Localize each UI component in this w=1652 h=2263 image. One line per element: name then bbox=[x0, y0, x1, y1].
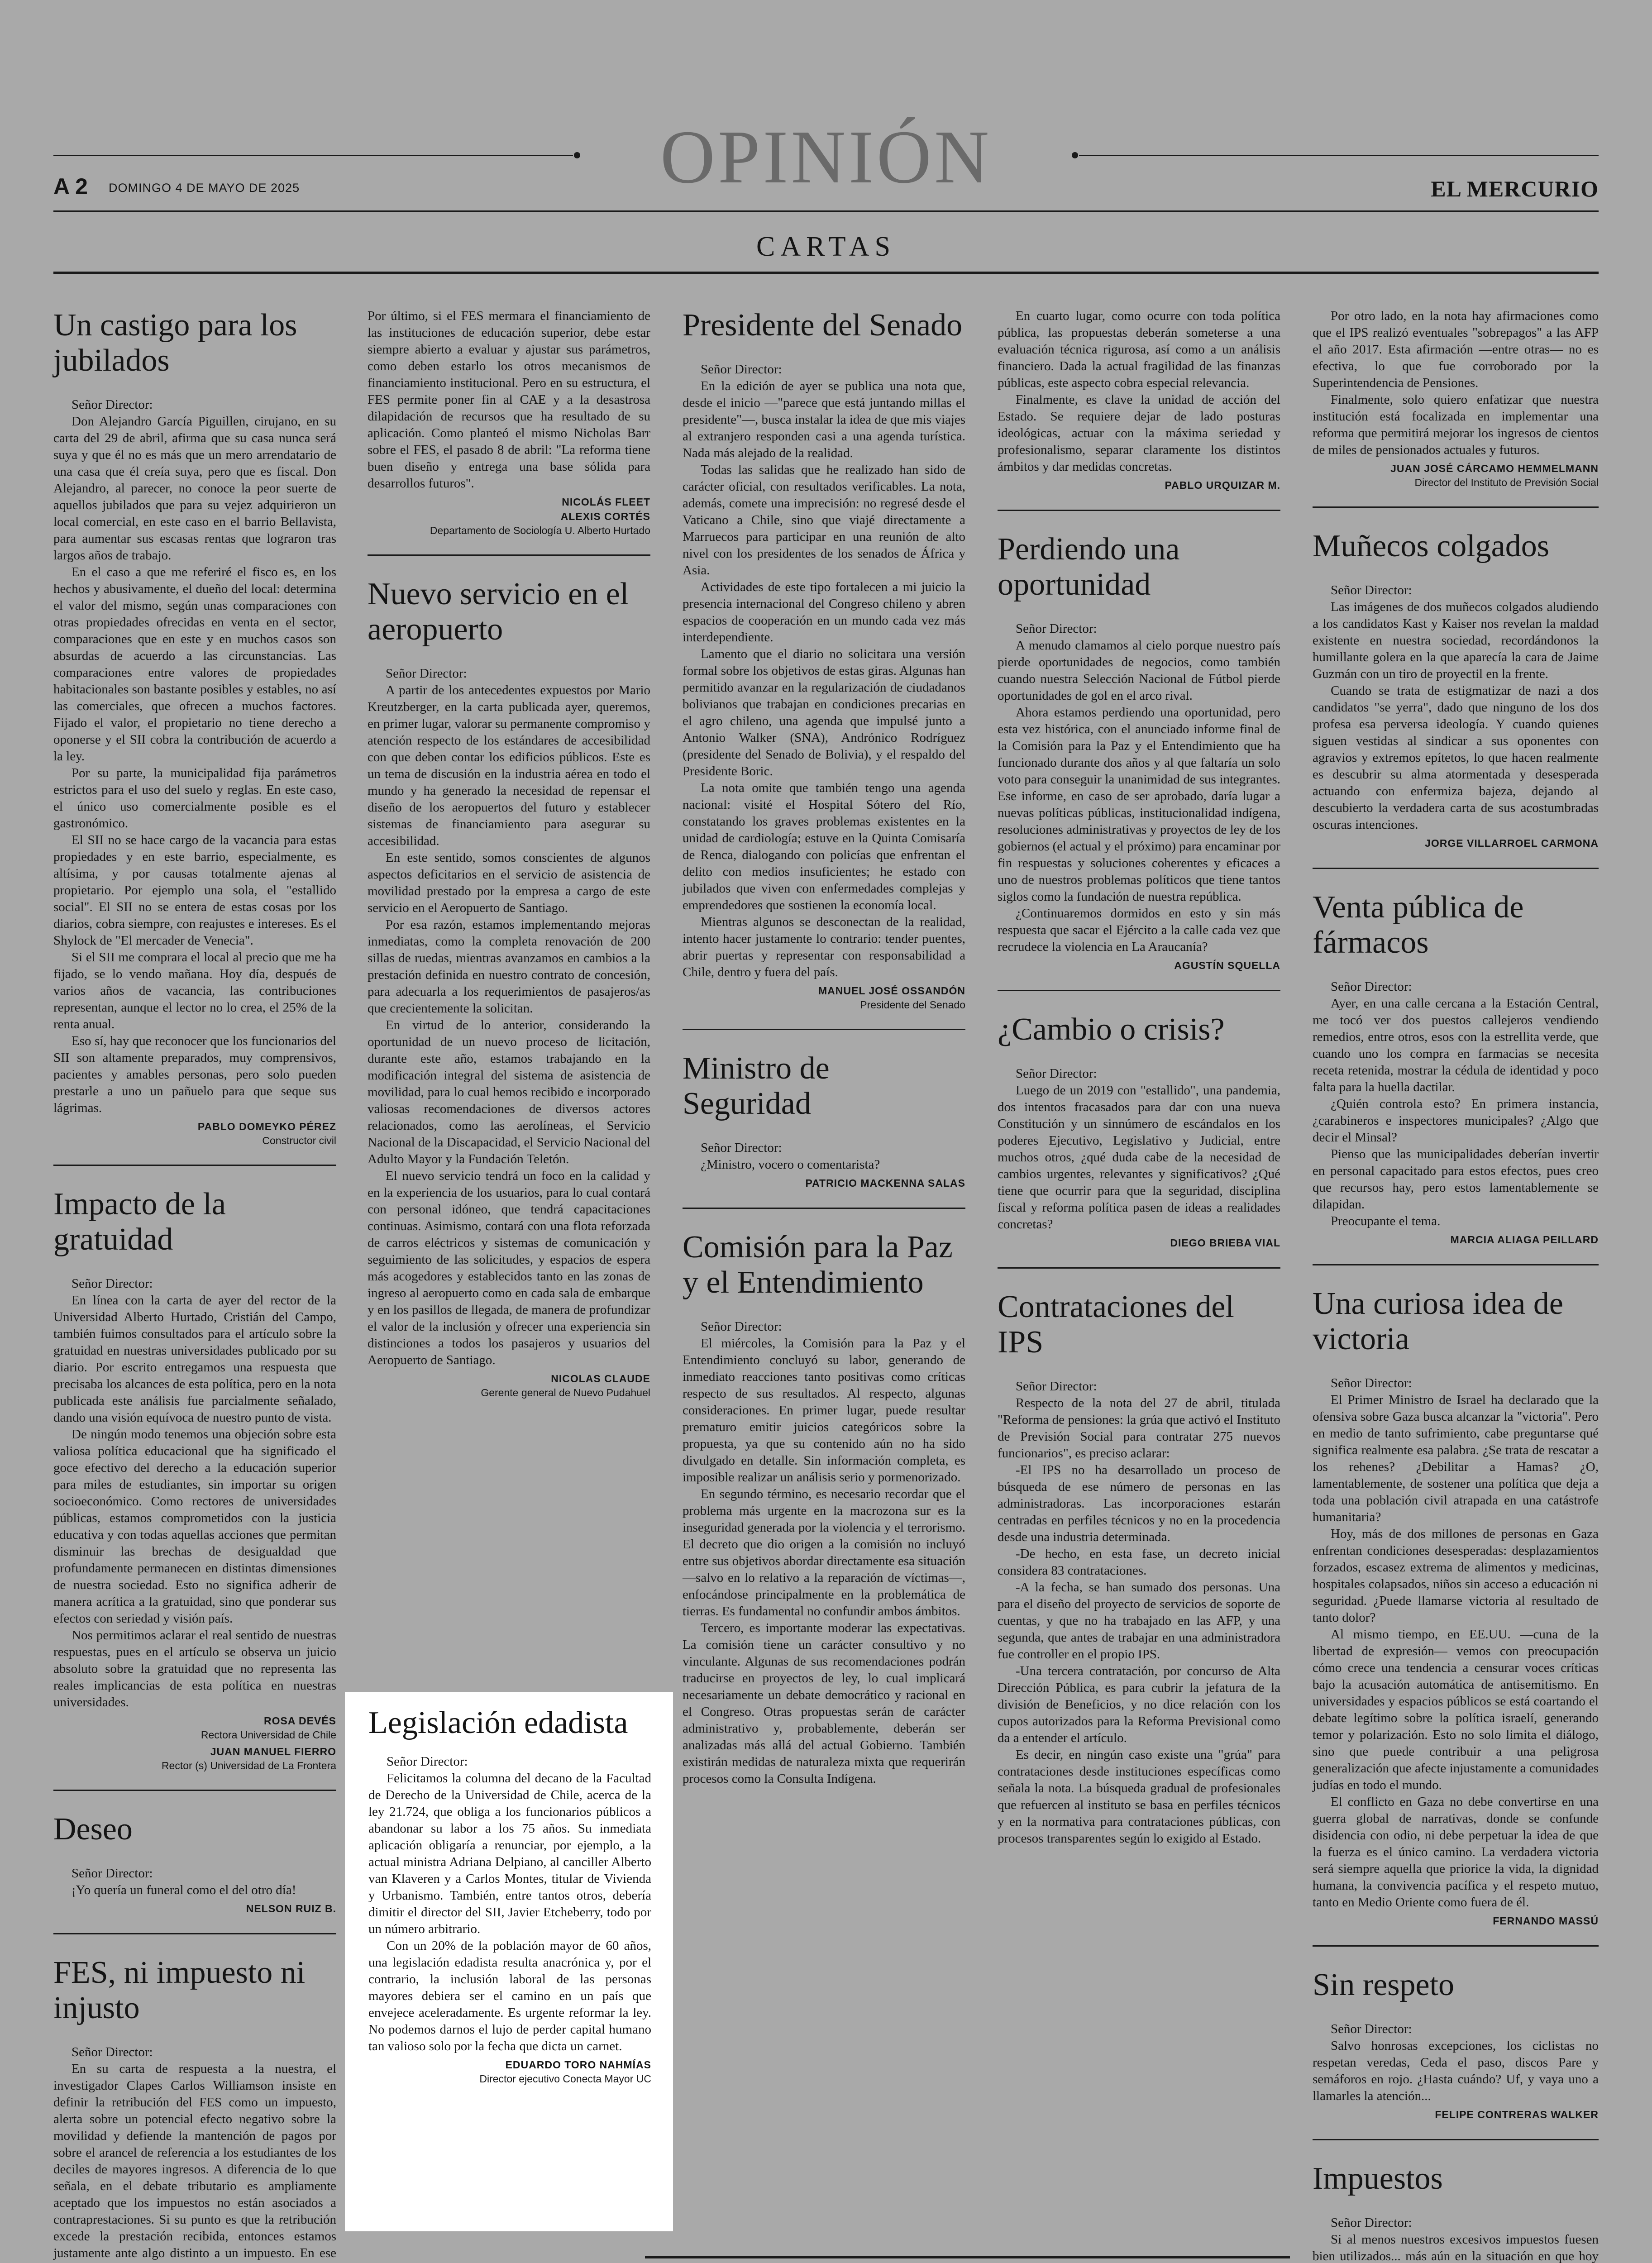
signature-name: JUAN MANUEL FIERRO bbox=[210, 1746, 336, 1757]
newspaper-name: EL MERCURIO bbox=[1431, 176, 1599, 201]
letter-paz bbox=[683, 1230, 965, 1787]
letter-impuestos bbox=[1313, 2161, 1599, 2263]
masthead-ornament-left bbox=[574, 152, 580, 158]
paragraph: En el caso a que me referiré el fisco es, en los hechos y abusivamente, el dueño del local: determina el valor del mismo, según unas comparaciones con otras propiedades ofrecidas en venta en el sector, comparaciones que en este y en muchos casos son absurdas de acuerdo a las circunstancias. Las comparaciones entre valores de propiedades habitacionales son bastante posibles y estables, no así las comerciales, que ofrecen a muchos factores. Fijado el valor, el propietario no tiene derecho a oponerse y el SII cobra la contribución de acuerdo a la ley. bbox=[53, 565, 336, 764]
paragraph: En este sentido, somos conscientes de algunos aspectos deficitarios en el servicio de asistencia de movilidad prestado por la empresa a cargo de este servicio en el Aeropuerto de Santiago. bbox=[368, 850, 650, 915]
paragraph: Don Alejandro García Piguillen, cirujano, en su carta del 29 de abril, afirma que su casa nunca será suya y que él no es más que un mero arrendatario de una casa que él creía suya, pero que es fiscal. Don Alejandro, al parecer, no conoce la peor suerte de aquellos jubilados que para su vejez adquirieron un local comercial, en este caso en el barrio Bellavista, para aumentar sus escasas rentas que lograron tras largos años de trabajo. bbox=[53, 414, 336, 563]
signature-name: AGUSTÍN SQUELLA bbox=[1174, 960, 1280, 971]
subsection-rule bbox=[53, 272, 1599, 274]
salutation: Señor Director: bbox=[1016, 621, 1097, 636]
letter-seguridad bbox=[683, 1051, 965, 1190]
signature-name: PABLO URQUIZAR M. bbox=[1165, 479, 1280, 491]
paragraph: De ningún modo tenemos una objeción sobre esta valiosa política educacional que ha significado el goce efectivo del derecho a la educación superior para miles de estudiantes, sin importar su origen socioeconómico. Como rectores de universidades públicas, estamos comprometidos con la justicia educativa y con todas aquellas acciones que permitan disminuir las brechas de desigualdad que profundamente permanecen en distintas dimensiones de nuestra sociedad. Esto no significa adherir de manera acrítica a la gratuidad, sino que ponderar sus efectos con seriedad y visión país. bbox=[53, 1427, 336, 1626]
paragraph: Tercero, es importante moderar las expectativas. La comisión tiene un carácter consultivo y no vinculante. Algunas de sus recomendaciones podrán traducirse en proyectos de ley, lo cual implicará necesariamente un debate democrático y racional en el Congreso. Otras propuestas serán de carácter administrativo y, probablemente, deberán ser analizadas más allá del actual Gobierno. También existirán medidas de naturaleza mixta que requerirán procesos como la Consulta Indígena. bbox=[683, 1621, 965, 1786]
paragraph: En su carta de respuesta a la nuestra, el investigador Clapes Carlos Williamson insiste en definir la retribución del FES como un impuesto, alerta sobre un potencial efecto negativo sobre la movilidad y defiende la mantención de pagos por sobre el arancel de referencia a los estudiantes de los deciles de mayores ingresos. A diferencia de lo que señala, en el debate tributario es ampliamente aceptado que los impuestos no están asociados a contraprestaciones. Si su punto es que la retribución excede la prestación recibida, entonces estamos justamente ante algo distinto a un impuesto. En ese bbox=[53, 2062, 336, 2260]
signature-name: MANUEL JOSÉ OSSANDÓN bbox=[818, 985, 965, 997]
letter-oportunidad bbox=[998, 532, 1280, 973]
paragraph: En línea con la carta de ayer del rector de la Universidad Alberto Hurtado, Cristián del Campo, también fuimos consultados para el artículo sobre la gratuidad en nuestras universidades publicado por su diario. Por escrito entregamos una respuesta que precisaba los alcances de esta política, pero en la nota publicada este análisis fue parcialmente señalado, dando una visión equívoca de nuestro punto de vista. bbox=[53, 1293, 336, 1425]
signature-name: PATRICIO MACKENNA SALAS bbox=[805, 1177, 965, 1189]
letter-deseo bbox=[53, 1812, 336, 1916]
separator bbox=[998, 510, 1280, 511]
paragraph: Hoy, más de dos millones de personas en Gaza enfrentan condiciones desesperadas: desplazamientos forzados, escasez extrema de alimentos y medicinas, hospitales colapsados, niños sin acceso a educación ni seguridad. ¿Puede llamarse victoria al resultado de tanto dolor? bbox=[1313, 1527, 1599, 1625]
separator bbox=[1313, 1945, 1599, 1947]
paragraph: En la edición de ayer se publica una nota que, desde el inicio —"parece que está juntando millas el presidente"—, busca instalar la idea de que mis viajes al extranjero responden casi a una agenda turística. Nada más alejado de la realidad. bbox=[683, 379, 965, 460]
separator bbox=[683, 1029, 965, 1030]
paragraph: Por otro lado, en la nota hay afirmaciones como que el IPS realizó eventuales "sobrepagos" a las AFP el año 2017. Esta afirmación —entre otras— no es efectiva, lo que fue corroborado por la Superintendencia de Pensiones. bbox=[1313, 309, 1599, 390]
paragraph: Felicitamos la columna del decano de la Facultad de Derecho de la Universidad de Chile, acerca de la ley 21.724, que obliga a los funcionarios públicos a abandonar su labor a los 75 años. Su inmediata aplicación obligaría a renunciar, por ejemplo, a la actual ministra Adriana Delpiano, al canciller Alberto van Klaveren y a Carlos Montes, titular de Vivienda y Urbanismo. También, entre tantos otros, debería dimitir el director del SII, Javier Etcheberry, todo por un número arbitrario. bbox=[368, 1771, 651, 1936]
paragraph: Con un 20% de la población mayor de 60 años, una legislación edadista resulta anacrónica y, por el contrario, la inclusión laboral de las personas mayores debiera ser el camino en un país que envejece aceleradamente. Es urgente reformar la ley. No podemos darnos el lujo de perder capital humano tan valioso solo por la fecha que dicta un carnet. bbox=[368, 1938, 651, 2053]
letter-title: Ministro de Seguridad bbox=[683, 1051, 830, 1121]
signature-role: Director ejecutivo Conecta Mayor UC bbox=[479, 2073, 651, 2085]
signature-role: Gerente general de Nuevo Pudahuel bbox=[481, 1387, 650, 1399]
column-2 bbox=[368, 308, 650, 1399]
signature-name: EDUARDO TORO NAHMÍAS bbox=[505, 2059, 651, 2071]
paragraph: Si al menos nuestros excesivos impuestos fuesen bien utilizados... más aún en la situación en que hoy bbox=[1313, 2232, 1599, 2263]
paragraph: A menudo clamamos al cielo porque nuestro país pierde oportunidades de negocios, como también cuando nuestra Selección Nacional de Fútbol pierde oportunidades de gol en el arco rival. bbox=[998, 638, 1280, 703]
masthead-rule-right bbox=[1079, 155, 1599, 156]
separator bbox=[998, 1267, 1280, 1269]
column-3 bbox=[683, 308, 965, 1787]
letter-title: Contrataciones del IPS bbox=[998, 1289, 1234, 1360]
signature-role: Rector (s) Universidad de La Frontera bbox=[161, 1760, 336, 1771]
paragraph: Finalmente, es clave la unidad de acción del Estado. Se requiere dejar de lado posturas ideológicas, actuar con la máxima seriedad y profesionalismo, separar claramente los distintos ámbitos y dar medidas concretas. bbox=[998, 392, 1280, 474]
salutation: Señor Director: bbox=[72, 1866, 153, 1881]
salutation: Señor Director: bbox=[1331, 2022, 1412, 2036]
separator bbox=[1313, 506, 1599, 508]
salutation: Señor Director: bbox=[1331, 979, 1412, 994]
separator bbox=[53, 1790, 336, 1791]
paragraph: ¿Quién controla esto? En primera instancia, ¿carabineros e inspectores municipales? ¿Algo que decir el Minsal? bbox=[1313, 1097, 1599, 1145]
paragraph: Preocupante el tema. bbox=[1331, 1214, 1441, 1228]
letter-crisis bbox=[998, 1012, 1280, 1250]
signature-name: JORGE VILLARROEL CARMONA bbox=[1425, 837, 1599, 849]
paragraph: En segundo término, es necesario recordar que el problema más urgente en la macrozona sur es la inseguridad generada por la violencia y el terrorismo. El decreto que dio origen a la comisión no incluyó entre sus objetivos abordar directamente esa situación —salvo en lo relativo a la reparación de víctimas—, enfocándose principalmente en la problemática de tierras. Es fundamental no confundir ambos ámbitos. bbox=[683, 1487, 965, 1618]
paragraph: A partir de los antecedentes expuestos por Mario Kreutzberger, en la carta publicada ayer, queremos, en primer lugar, valorar su permanente compromiso y atención respecto de los estándares de accesibilidad con que deben contar los edificios públicos. Este es un tema de discusión en la industria aérea en todo el mundo y ha generado la necesidad de repensar el diseño de los aeropuertos del futuro y establecer sistemas de financiamiento para asegurar su accesibilidad. bbox=[368, 683, 650, 848]
salutation: Señor Director: bbox=[701, 1141, 782, 1155]
letter-munecos bbox=[1313, 529, 1599, 850]
paragraph: La nota omite que también tengo una agenda nacional: visité el Hospital Sótero del Río, constatando los graves problemas existentes en la unidad de cardiología; estuve en la Quinta Comisaría de Renca, dialogando con policías que enfrentan el delito con medios insuficientes; he estado con jubilados que viven con enfermedades complejas y emprendedores que sostienen la economía local. bbox=[683, 781, 965, 912]
letter-title: Una curiosa idea de victoria bbox=[1313, 1286, 1563, 1356]
masthead-rule-left bbox=[53, 155, 573, 156]
letter-title: Legislación edadista bbox=[368, 1705, 628, 1740]
letter-title: Nuevo servicio en el aeropuerto bbox=[368, 577, 629, 647]
letter-paz-continued bbox=[998, 308, 1280, 492]
signature-role: Departamento de Sociología U. Alberto Hurtado bbox=[430, 525, 650, 536]
salutation: Señor Director: bbox=[387, 1754, 468, 1769]
edition-date: DOMINGO 4 DE MAYO DE 2025 bbox=[109, 181, 300, 195]
column-1 bbox=[53, 308, 336, 2263]
paragraph: Ayer, en una calle cercana a la Estación Central, me tocó ver dos puestos callejeros vendiendo remedios, entre otros, esos con la estrellita verde, que cuando uno los compra en farmacias se necesita receta retenida, mostrar la cédula de identidad y poco falta para la huella dactilar. bbox=[1313, 996, 1599, 1094]
featured-letter-box bbox=[345, 1692, 673, 2231]
paragraph: -El IPS no ha desarrollado un proceso de búsqueda de ese número de personas en las administradoras. Las incorporaciones estarán centradas en perfiles técnicos y no en la procedencia desde una industria determinada. bbox=[998, 1463, 1280, 1544]
salutation: Señor Director: bbox=[1331, 583, 1412, 597]
signature-name: NICOLÁS FLEET bbox=[562, 496, 650, 508]
letter-aeropuerto bbox=[368, 577, 650, 1399]
paragraph: ¿Continuaremos dormidos en esto y sin más respuesta que sacar el Ejército a la calle cada vez que recrudece la violencia en La Araucanía? bbox=[998, 906, 1280, 954]
signature-name: FELIPE CONTRERAS WALKER bbox=[1435, 2109, 1599, 2120]
signature-name: DIEGO BRIEBA VIAL bbox=[1170, 1237, 1280, 1249]
letter-title: FES, ni impuesto ni injusto bbox=[53, 1955, 306, 2025]
paragraph: Si el SII me comprara el local al precio que me ha fijado, se lo vendo mañana. Hoy día, después de varios años de vacancia, las contribuciones representan, aunque el lector no lo crea, el 25% de la renta anual. bbox=[53, 950, 336, 1031]
column-5 bbox=[1313, 308, 1599, 2263]
paragraph: Todas las salidas que he realizado han sido de carácter oficial, con resultados verificables. La nota, además, comete una imprecisión: no regresé desde el Vaticano a Chile, sino que viajé directamente a Marruecos para participar en una reunión de alto nivel con los presidentes de los senados de África y Asia. bbox=[683, 463, 965, 578]
letter-title: Un castigo para los jubilados bbox=[53, 308, 297, 378]
letter-title: Muñecos colgados bbox=[1313, 529, 1549, 563]
column-4 bbox=[998, 308, 1280, 1847]
paragraph: Por último, si el FES mermara el financiamiento de las instituciones de educación superior, debe estar siempre abierto a evaluar y ajustar sus parámetros, como deben estarlo los otros mecanismos de financiamiento institucional. Pero en su estructura, el FES permite poner fin al CAE y a la desastrosa dilapidación de recursos que ha resultado de su aplicación. Como planteó el mismo Nicholas Barr sobre el FES, el pasado 8 de abril: "La reforma tiene buen diseño y entrega una base sólida para desarrollos futuros". bbox=[368, 309, 650, 491]
subsection-title: CARTAS bbox=[756, 231, 896, 262]
masthead-ornament-right bbox=[1072, 152, 1078, 158]
signature-name: ALEXIS CORTÉS bbox=[560, 511, 650, 522]
signature-role: Presidente del Senado bbox=[860, 999, 965, 1011]
salutation: Señor Director: bbox=[1331, 1376, 1412, 1390]
paragraph: ¡Yo quería un funeral como el del otro día! bbox=[72, 1883, 296, 1897]
paragraph: En virtud de lo anterior, considerando la oportunidad de un nuevo proceso de licitación, durante este año, estamos trabajando en la modificación integral del sistema de asistencia de movilidad, para lo cual hemos recibido e incorporado valiosas recomendaciones de diversos actores relacionados, como las aerolíneas, el Servicio Nacional de la Discapacidad, el Servicio Nacional del Adulto Mayor y la Fundación Teletón. bbox=[368, 1018, 650, 1166]
feature-top-rule bbox=[645, 2256, 1290, 2258]
salutation: Señor Director: bbox=[701, 1319, 782, 1334]
paragraph: Respecto de la nota del 27 de abril, titulada "Reforma de pensiones: la grúa que activó el Instituto de Previsión Social para contratar 275 nuevos funcionarios", es preciso aclarar: bbox=[998, 1396, 1280, 1461]
salutation: Señor Director: bbox=[1331, 2215, 1412, 2230]
paragraph: En cuarto lugar, como ocurre con toda política pública, las propuestas deberán someterse a una evaluación técnica rigurosa, así como a un análisis financiero. Dada la actual fragilidad de las finanzas públicas, este aspecto cobra especial relevancia. bbox=[998, 309, 1280, 390]
letter-title: Sin respeto bbox=[1313, 1967, 1455, 2002]
separator bbox=[998, 990, 1280, 991]
paragraph: El Primer Ministro de Israel ha declarado que la ofensiva sobre Gaza busca alcanzar la "victoria". Pero en medio de tanto sufrimiento, cabe preguntarse qué significa realmente esa palabra. ¿Se trata de rescatar a los rehenes? ¿Debilitar a Hamas? ¿O, lamentablemente, de sostener una política que deja a toda una población civil atrapada en una catástrofe humanitaria? bbox=[1313, 1393, 1599, 1524]
letter-title: Perdiendo una oportunidad bbox=[998, 532, 1180, 602]
salutation: Señor Director: bbox=[1016, 1379, 1097, 1394]
letter-title: Deseo bbox=[53, 1812, 133, 1847]
separator bbox=[683, 1208, 965, 1209]
signature-name: ROSA DEVÉS bbox=[264, 1715, 336, 1727]
masthead-rule bbox=[53, 210, 1599, 212]
separator bbox=[53, 1165, 336, 1166]
letter-farmacos bbox=[1313, 890, 1599, 1247]
separator bbox=[1313, 1264, 1599, 1265]
separator bbox=[368, 554, 650, 556]
signature-name: MARCIA ALIAGA PEILLARD bbox=[1450, 1234, 1599, 1246]
paragraph: Actividades de este tipo fortalecen a mi juicio la presencia internacional del Congreso chileno y abren espacios de cooperación en un mundo cada vez más interdependiente. bbox=[683, 580, 965, 645]
paragraph: Es decir, en ningún caso existe una "grúa" para contrataciones desde instituciones específicas como señala la nota. La búsqueda gradual de profesionales que refuercen al instituto se basa en perfiles técnicos y en la normativa para contrataciones públicas, con procesos transparentes según lo exigido al Estado. bbox=[998, 1747, 1280, 1846]
salutation: Señor Director: bbox=[72, 2045, 153, 2059]
signature-name: NICOLAS CLAUDE bbox=[551, 1373, 650, 1385]
signature-role: Constructor civil bbox=[262, 1135, 336, 1146]
salutation: Señor Director: bbox=[72, 397, 153, 412]
letter-gratuidad bbox=[53, 1187, 336, 1772]
salutation: Señor Director: bbox=[1016, 1066, 1097, 1081]
letter-title: Impuestos bbox=[1313, 2161, 1443, 2196]
paragraph: ¿Ministro, vocero o comentarista? bbox=[701, 1157, 880, 1172]
signature-role: Director del Instituto de Previsión Social bbox=[1414, 477, 1599, 488]
paragraph: -Una tercera contratación, por concurso de Alta Dirección Pública, es para cubrir la jefatura de la división de Beneficios, y no dice relación con los cupos autorizados para la Reforma Previsional como da a entender el artículo. bbox=[998, 1664, 1280, 1745]
letter-respeto bbox=[1313, 1967, 1599, 2122]
paragraph: Ahora estamos perdiendo una oportunidad, pero esta vez histórica, con el anunciado informe final de la Comisión para la Paz y el Entendimiento que ha funcionado durante dos años y al que faltaría un solo voto para conseguir la unanimidad de sus integrantes. Ese informe, en caso de ser aprobado, daría lugar a nuevas políticas públicas, institucionalidad indígena, resoluciones administrativas y proyectos de ley de los gobiernos (el actual y el próximo) para encaminar por fin respuestas y soluciones coherentes y eficaces a uno de nuestros problemas políticos que tiene tantos siglos como la fundación de nuestra república. bbox=[998, 705, 1280, 904]
separator bbox=[1313, 2139, 1599, 2140]
separator bbox=[1313, 868, 1599, 869]
page-number: A 2 bbox=[53, 174, 88, 199]
letter-fes-continued bbox=[368, 308, 650, 537]
section-title: OPINIÓN bbox=[660, 115, 992, 199]
signature-name: NELSON RUIZ B. bbox=[246, 1903, 336, 1914]
paragraph: Por su parte, la municipalidad fija parámetros estrictos para el uso del suelo y reglas. En este caso, el único uso comercialmente posible es el gastronómico. bbox=[53, 766, 336, 831]
paragraph: Pienso que las municipalidades deberían invertir en personal capacitado para estos efectos, pues creo que recursos hay, pero estos lamentablemente se dilapidan. bbox=[1313, 1147, 1599, 1212]
paragraph: Eso sí, hay que reconocer que los funcionarios del SII son altamente preparados, muy comprensivos, pacientes y amables personas, pero solo pueden prestarle a uno un pañuelo para que seque sus lágrimas. bbox=[53, 1034, 336, 1115]
paragraph: Las imágenes de dos muñecos colgados aludiendo a los candidatos Kast y Kaiser nos revelan la maldad existente en nuestra sociedad, recordándonos la humillante golera en la que aparecía la cara de Jaime Guzmán con un tiro de proyectil en la frente. bbox=[1313, 600, 1599, 681]
salutation: Señor Director: bbox=[386, 666, 467, 681]
signature-name: PABLO DOMEYKO PÉREZ bbox=[197, 1121, 336, 1132]
signature-name: JUAN JOSÉ CÁRCAMO HEMMELMANN bbox=[1390, 463, 1599, 474]
separator bbox=[53, 1933, 336, 1934]
paragraph: -A la fecha, se han sumado dos personas. Una para el diseño del proyecto de servicios de soporte de cuentas, y que no ha trabajado en las AFP, y una segunda, que antes de trabajar en una administradora fue controller en el propio IPS. bbox=[998, 1580, 1280, 1661]
salutation: Señor Director: bbox=[701, 362, 782, 377]
letter-title: Comisión para la Paz y el Entendimiento bbox=[683, 1230, 953, 1300]
letter-fes bbox=[53, 1955, 336, 2263]
paragraph: Luego de un 2019 con "estallido", una pandemia, dos intentos fracasados para dar con una nueva Constitución y un sinnúmero de escándalos en los poderes Ejecutivo, Legislativo y Judicial, entre muchos otros, ¿qué duda cabe de la necesidad de cambios urgentes, relevantes y significativos? ¿Qué tiene que ocurrir para que la seguridad, disciplina fiscal y reforma política pasen de ideas a realidades concretas? bbox=[998, 1083, 1280, 1232]
paragraph: El nuevo servicio tendrá un foco en la calidad y en la experiencia de los usuarios, para lo cual contará con personal idóneo, que tendrá capacitaciones continuas. Asimismo, contará con una flota reforzada de carros eléctricos y sistemas de comunicación y seguimiento de las solicitudes, y espacios de espera más acogedores y establecidos tanto en las zonas de ingreso al aeropuerto como en cada sala de embarque y en los pasillos de llegada, de manera de profundizar el valor de la inclusión y ofrecer una experiencia sin distinciones a todos los pasajeros y usuarios del Aeropuerto de Santiago. bbox=[368, 1169, 650, 1367]
letter-jubilados bbox=[53, 308, 336, 1147]
signature-role: Rectora Universidad de Chile bbox=[201, 1729, 336, 1741]
signature-name: FERNANDO MASSÚ bbox=[1493, 1915, 1599, 1927]
letter-senado bbox=[683, 308, 965, 1012]
paragraph: Finalmente, solo quiero enfatizar que nuestra institución está focalizada en implementar una reforma que permitirá mejorar los ingresos de cientos de miles de pensionados actuales y futuros. bbox=[1313, 392, 1599, 457]
paragraph: El SII no se hace cargo de la vacancia para estas propiedades y en este barrio, especialmente, es altísima, y por causas totalmente ajenas al propietario. Por ejemplo una sola, el "estallido social". El SII no se entera de estas cosas por los diarios, cobra siempre, con reajustes e intereses. Es el Shylock de "El mercader de Venecia". bbox=[53, 833, 336, 948]
letter-ips-continued bbox=[1313, 308, 1599, 489]
paragraph: Al mismo tiempo, en EE.UU. —cuna de la libertad de expresión— vemos con preocupación cómo crece una tendencia a censurar voces críticas bajo la acusación automática de antisemitismo. En universidades y espacios públicos se está coartando el debate legítimo sobre la política israelí, generando temor y polarización. Esto no solo limita el diálogo, sino que puede contribuir a una peligrosa generalización que afecte injustamente a comunidades judías en todo el mundo. bbox=[1313, 1627, 1599, 1792]
paragraph: Lamento que el diario no solicitara una versión formal sobre los objetivos de estas giras. Algunas han permitido avanzar en la regularización de ciudadanos bolivianos que trabajan en condiciones precarias en el agro chileno, una agenda que impulsé junto a Antonio Walker (SNA), Andrónico Rodríguez (presidente del Senado de Bolivia), y el respaldo del Presidente Boric. bbox=[683, 647, 965, 778]
paragraph: Salvo honrosas excepciones, los ciclistas no respetan veredas, Ceda el paso, discos Pare y semáforos en rojo. ¿Hasta cuándo? Uf, y vaya uno a llamarles la atención... bbox=[1313, 2039, 1599, 2103]
letter-edadista bbox=[368, 1705, 651, 2086]
paragraph: Nos permitimos aclarar el real sentido de nuestras respuestas, pues en el artículo se observa un juicio absoluto sobre la gratuidad que no representa las reales implicancias de esta política en nuestras universidades. bbox=[53, 1628, 336, 1709]
salutation: Señor Director: bbox=[72, 1276, 153, 1291]
paragraph: Mientras algunos se desconectan de la realidad, intento hacer justamente lo contrario: tender puentes, abrir puertas y representar con responsabilidad a Chile, dentro y fuera del país. bbox=[683, 915, 965, 979]
paragraph: El miércoles, la Comisión para la Paz y el Entendimiento concluyó su labor, generando de inmediato reacciones tanto positivas como críticas respecto de sus resultados. Al respecto, algunas consideraciones. En primer lugar, puede resultar prematuro emitir juicios categóricos sobre la propuesta, ya que su contenido aún no ha sido divulgado en detalle. Sin información completa, es imposible realizar un análisis serio y pormenorizado. bbox=[683, 1336, 965, 1485]
paragraph: Por esa razón, estamos implementando mejoras inmediatas, como la completa renovación de 200 sillas de ruedas, mientras avanzamos en cambios a la prestación definida en nuestro contrato de concesión, para adecuarla a los requerimientos de pasajeros/as que crecientemente la solicitan. bbox=[368, 917, 650, 1016]
paragraph: El conflicto en Gaza no debe convertirse en una guerra global de narrativas, donde se confunde disidencia con odio, ni debe perpetuar la idea de que la fuerza es el único camino. La verdadera victoria será siempre aquella que priorice la vida, la dignidad humana, la convivencia pacífica y el respeto mutuo, tanto en Medio Oriente como fuera de él. bbox=[1313, 1795, 1599, 1910]
letter-title: Venta pública de fármacos bbox=[1313, 890, 1524, 960]
letter-title: Presidente del Senado bbox=[683, 308, 963, 343]
letter-title: ¿Cambio o crisis? bbox=[998, 1012, 1225, 1047]
paragraph: -De hecho, en esta fase, un decreto inicial considera 83 contrataciones. bbox=[998, 1547, 1280, 1578]
letter-title: Impacto de la gratuidad bbox=[53, 1187, 226, 1257]
letter-victoria bbox=[1313, 1286, 1599, 1928]
letter-ips bbox=[998, 1289, 1280, 1847]
paragraph: Cuando se trata de estigmatizar de nazi a dos candidatos "se yerra", dado que ninguno de los dos profesa esa perversa ideología. Y cuando quienes siguen vestidas al sindicar a sus oponentes con agravios y extremos epítetos, lo que hacen realmente es descubrir su alma atormentada y desesperada actuando con enfermiza bajeza, dejando al descubierto la verdadera carta de sus acostumbradas oscuras intenciones. bbox=[1313, 683, 1599, 832]
